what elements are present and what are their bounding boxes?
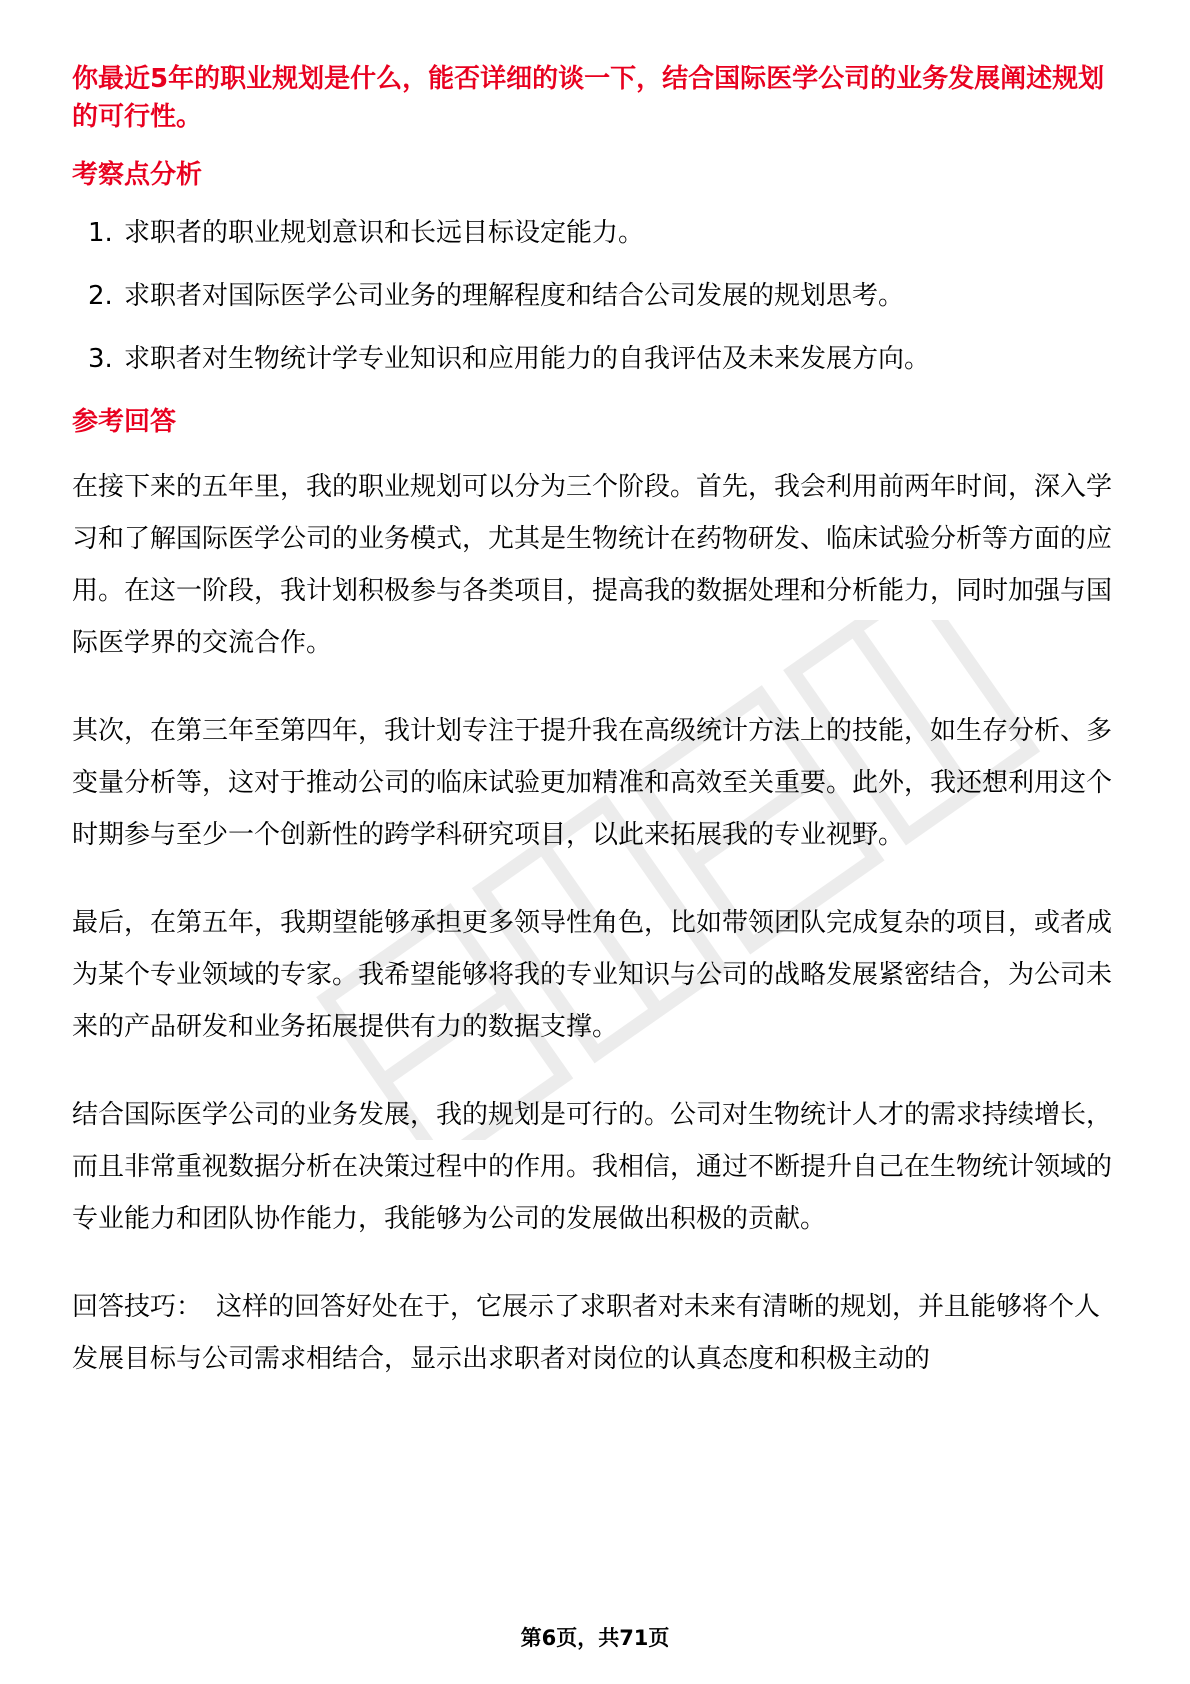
list-item-number: 2. bbox=[88, 281, 113, 311]
answer-paragraph: 其次，在第三年至第四年，我计划专注于提升我在高级统计方法上的技能，如生存分析、多变量分析等，这对于推动公司的临床试验更加精准和高效至关重要。此外，我还想利用这个时期参与至少一个创新性的跨学科研究项目，以此来拓展我的专业视野。 bbox=[72, 716, 1113, 850]
tip-label: 回答技巧： bbox=[72, 1292, 203, 1322]
tip-text: 这样的回答好处在于，它展示了求职者对未来有清晰的规划，并且能够将个人发展目标与公司需求相结合，显示出求职者对岗位的认真态度和积极主动的 bbox=[72, 1292, 1101, 1374]
answer-paragraph: 结合国际医学公司的业务发展，我的规划是可行的。公司对生物统计人才的需求持续增长，而且非常重视数据分析在决策过程中的作用。我相信，通过不断提升自己在生物统计领域的专业能力和团队协作能力，我能够为公司的发展做出积极的贡献。 bbox=[72, 1100, 1113, 1234]
list-item bbox=[72, 214, 1122, 252]
list-item-text: 求职者的职业规划意识和长远目标设定能力。 bbox=[124, 218, 645, 248]
answer-heading: 参考回答 bbox=[72, 407, 177, 437]
list-item bbox=[72, 340, 1122, 378]
document-page bbox=[72, 60, 1122, 1421]
analysis-heading: 考察点分析 bbox=[72, 160, 203, 190]
answer-paragraph: 在接下来的五年里，我的职业规划可以分为三个阶段。首先，我会利用前两年时间，深入学习和了解国际医学公司的业务模式，尤其是生物统计在药物研发、临床试验分析等方面的应用。在这一阶段，我计划积极参与各类项目，提高我的数据处理和分析能力，同时加强与国际医学界的交流合作。 bbox=[72, 472, 1113, 658]
list-item bbox=[72, 277, 1122, 315]
answer-tip bbox=[72, 1281, 1122, 1385]
list-item-number: 3. bbox=[88, 344, 113, 374]
analysis-list bbox=[72, 214, 1122, 378]
answer-paragraph: 最后，在第五年，我期望能够承担更多领导性角色，比如带领团队完成复杂的项目，或者成为某个专业领域的专家。我希望能够将我的专业知识与公司的战略发展紧密结合，为公司未来的产品研发和业务拓展提供有力的数据支撑。 bbox=[72, 908, 1113, 1042]
page-number: 第6页，共71页 bbox=[520, 1626, 670, 1650]
list-item-text: 求职者对国际医学公司业务的理解程度和结合公司发展的规划思考。 bbox=[124, 281, 905, 311]
question-heading: 你最近5年的职业规划是什么，能否详细的谈一下，结合国际医学公司的业务发展阐述规划的可行性。 bbox=[72, 64, 1105, 132]
list-item-number: 1. bbox=[88, 218, 113, 248]
list-item-text: 求职者对生物统计学专业知识和应用能力的自我评估及未来发展方向。 bbox=[124, 344, 931, 374]
